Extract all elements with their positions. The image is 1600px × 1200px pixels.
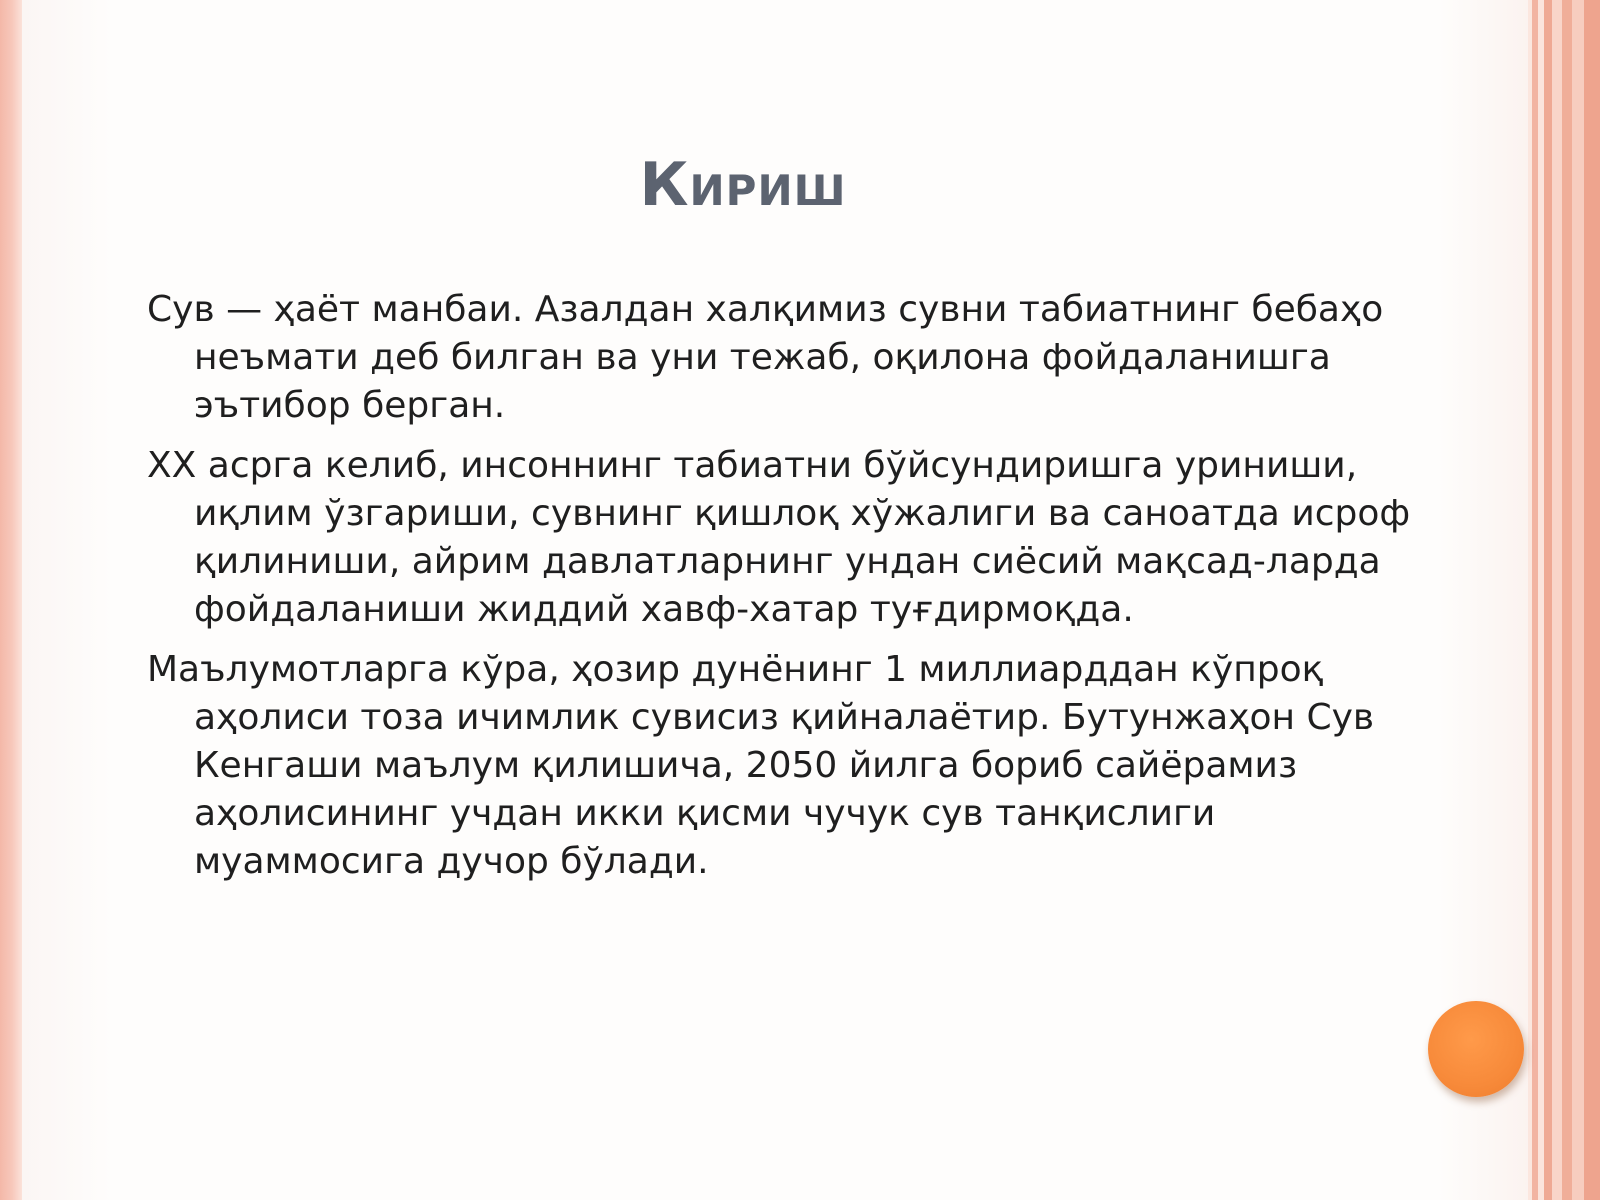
paragraph-2: XX асрга келиб, инсоннинг табиатни бўйсундиришга уриниши, иқлим ўзгариши, сувнинг қишлоқ хўжалиги ва саноатда исроф қилиниши, айрим давлатларнинг ундан сиёсий мақсад-ларда фойдаланиши жиддий хавф-хатар туғдирмоқда.: [147, 445, 1411, 630]
orange-circle-decoration: [1428, 1001, 1524, 1097]
paragraph-3: Маълумотларга кўра, ҳозир дунёнинг 1 миллиарддан кўпроқ аҳолиси тоза ичимлик сувисиз қийналаётир. Бутунжаҳон Сув Кенгаши маълум қилишича, 2050 йилга бориб сайёрамиз аҳолисининг учдан икки қисми чучук сув танқислиги муаммосига дучор бўлади.: [147, 649, 1375, 882]
slide-title: Кириш: [639, 150, 847, 220]
paragraph-1: Сув — ҳаёт манбаи. Азалдан халқимиз сувни табиатнинг бебаҳо неъмати деб билган ва уни тежаб, оқилона фойдаланишга эътибор берган.: [147, 289, 1384, 426]
slide-body: [147, 286, 1447, 898]
right-decorative-stripes: [1528, 0, 1600, 1200]
